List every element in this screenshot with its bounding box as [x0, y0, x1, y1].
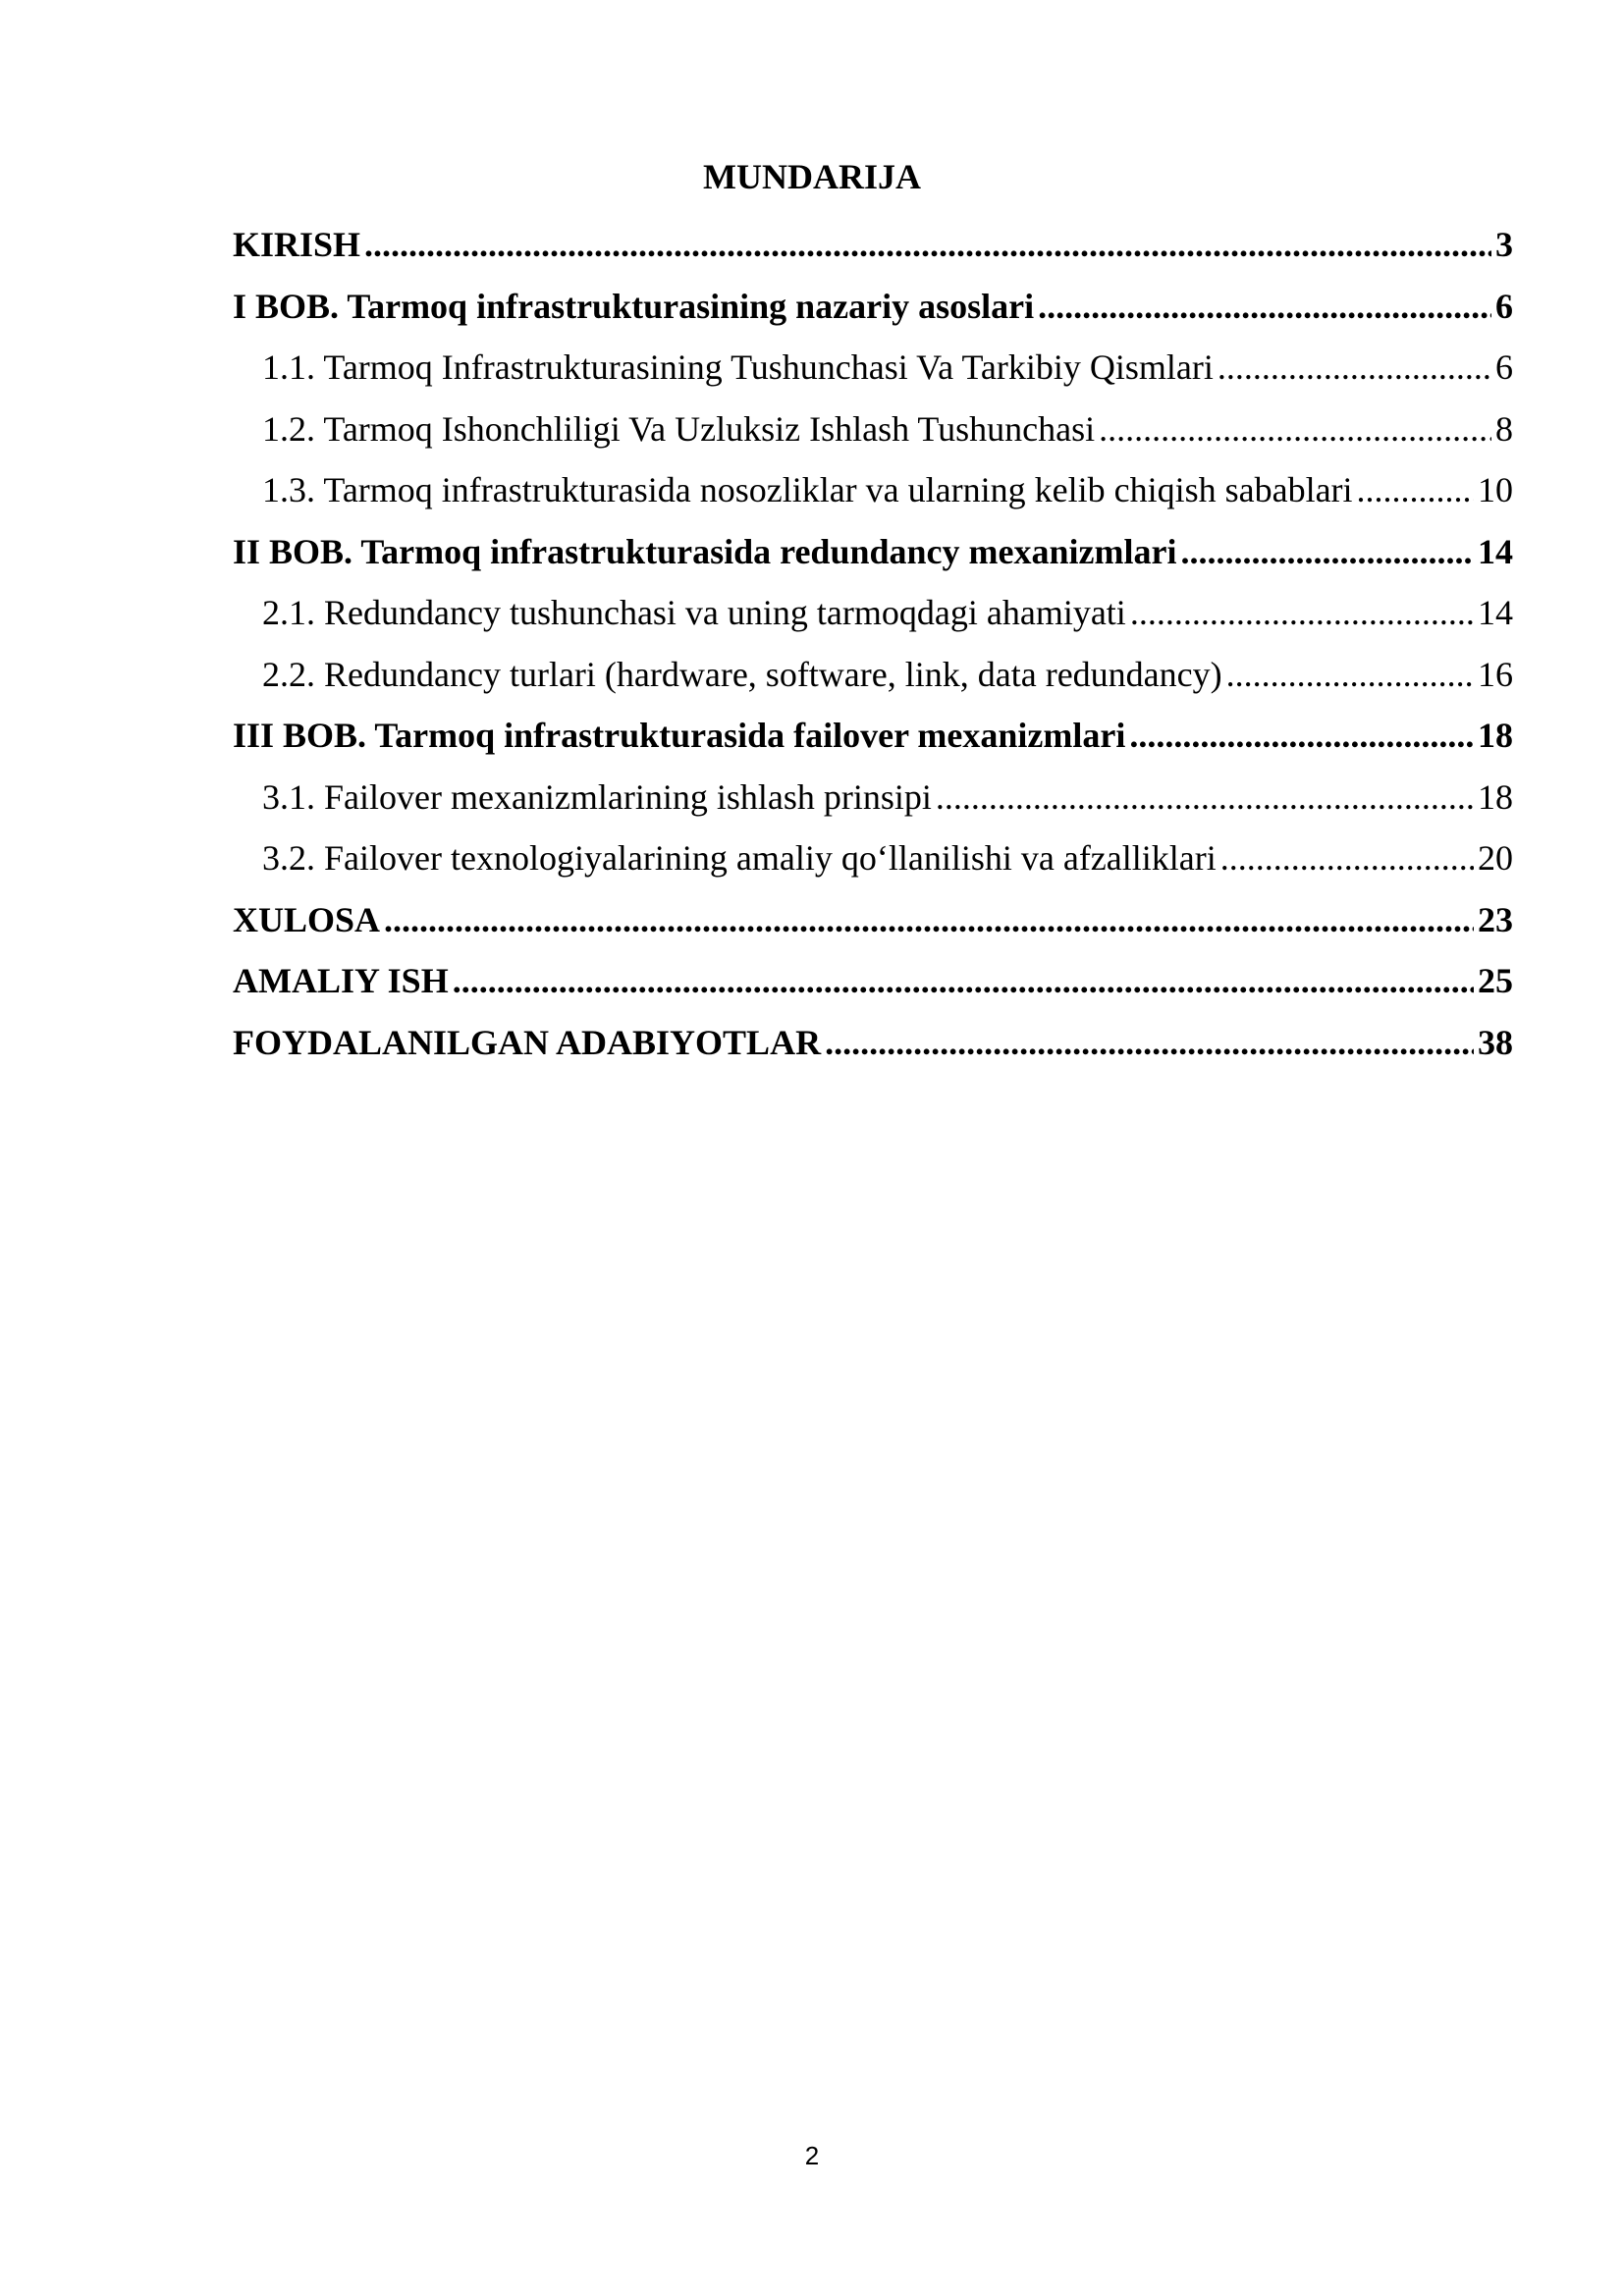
toc-entry-label: III BOB. Tarmoq infrastrukturasida failover mexanizmlari: [233, 716, 1126, 755]
page-title: MUNDARIJA: [703, 157, 921, 196]
toc-entry-label: 1.3. Tarmoq infrastrukturasida nosozliklar va ularning kelib chiqish sabablari: [262, 470, 1353, 509]
toc-entry-label: 2.1. Redundancy tushunchasi va uning tarmoqdagi ahamiyati: [262, 593, 1126, 632]
toc-dot-leader: [936, 775, 1474, 819]
toc-dot-leader: [364, 223, 1491, 266]
toc-dot-leader: [384, 898, 1474, 941]
toc-entry-label: 1.1. Tarmoq Infrastrukturasining Tushunchasi Va Tarkibiy Qismlari: [262, 347, 1214, 387]
toc-entry-label: 1.2. Tarmoq Ishonchliligi Va Uzluksiz Ishlash Tushunchasi: [262, 408, 1096, 449]
toc-entry-xulosa[interactable]: [233, 898, 1513, 960]
toc-dot-leader: [1099, 407, 1491, 451]
toc-entry-page: 18: [1478, 776, 1513, 817]
toc-entry-page: 16: [1478, 654, 1513, 694]
toc-dot-leader: [1130, 591, 1474, 634]
toc-dot-leader: [1180, 530, 1474, 573]
toc-entry-chapter-2[interactable]: [233, 530, 1513, 592]
toc-entry-chapter-1[interactable]: [233, 285, 1513, 347]
toc-dot-leader: [1226, 653, 1474, 696]
toc-entry-page: 23: [1478, 899, 1513, 939]
toc-entry-label: AMALIY ISH: [233, 961, 449, 1000]
toc-entry-section-2-1[interactable]: [233, 591, 1513, 653]
toc-entry-section-1-2[interactable]: [233, 407, 1513, 469]
toc-entry-amaliy-ish[interactable]: [233, 959, 1513, 1021]
toc-entry-label: KIRISH: [233, 225, 361, 264]
table-of-contents: [233, 223, 1513, 1082]
toc-entry-label: 3.1. Failover mexanizmlarining ishlash prinsipi: [262, 776, 932, 817]
toc-dot-leader: [1357, 468, 1474, 511]
toc-entry-page: 18: [1478, 716, 1513, 755]
toc-dot-leader: [1038, 285, 1491, 328]
toc-entry-page: 38: [1478, 1022, 1513, 1062]
toc-entry-label: I BOB. Tarmoq infrastrukturasining nazariy asoslari: [233, 286, 1035, 326]
toc-entry-label: 2.2. Redundancy turlari (hardware, software, link, data redundancy): [262, 654, 1222, 694]
toc-entry-page: 6: [1495, 347, 1513, 387]
toc-entry-kirish[interactable]: [233, 223, 1513, 285]
toc-dot-leader: [825, 1021, 1474, 1064]
toc-entry-label: FOYDALANILGAN ADABIYOTLAR: [233, 1022, 822, 1062]
toc-entry-page: 14: [1478, 531, 1513, 571]
toc-entry-page: 25: [1478, 961, 1513, 1000]
toc-dot-leader: [1220, 836, 1474, 880]
toc-entry-page: 20: [1478, 838, 1513, 878]
toc-entry-page: 10: [1478, 470, 1513, 509]
page-number: 2: [804, 2141, 820, 2170]
toc-entry-page: 3: [1495, 225, 1513, 264]
toc-dot-leader: [1218, 346, 1491, 389]
toc-entry-chapter-3[interactable]: [233, 714, 1513, 775]
toc-entry-page: 8: [1495, 408, 1513, 449]
toc-entry-adabiyotlar[interactable]: [233, 1021, 1513, 1083]
toc-entry-page: 14: [1478, 593, 1513, 632]
toc-entry-label: 3.2. Failover texnologiyalarining amaliy qo‘llanilishi va afzalliklari: [262, 838, 1217, 878]
toc-entry-section-3-1[interactable]: [233, 775, 1513, 837]
toc-entry-label: II BOB. Tarmoq infrastrukturasida redundancy mexanizmlari: [233, 531, 1177, 571]
toc-dot-leader: [1129, 714, 1474, 757]
toc-entry-section-3-2[interactable]: [233, 836, 1513, 898]
toc-entry-section-2-2[interactable]: [233, 653, 1513, 715]
toc-entry-page: 6: [1495, 286, 1513, 326]
toc-entry-section-1-1[interactable]: [233, 346, 1513, 407]
toc-entry-label: XULOSA: [233, 899, 381, 939]
toc-entry-section-1-3[interactable]: [233, 468, 1513, 530]
toc-dot-leader: [453, 959, 1474, 1002]
